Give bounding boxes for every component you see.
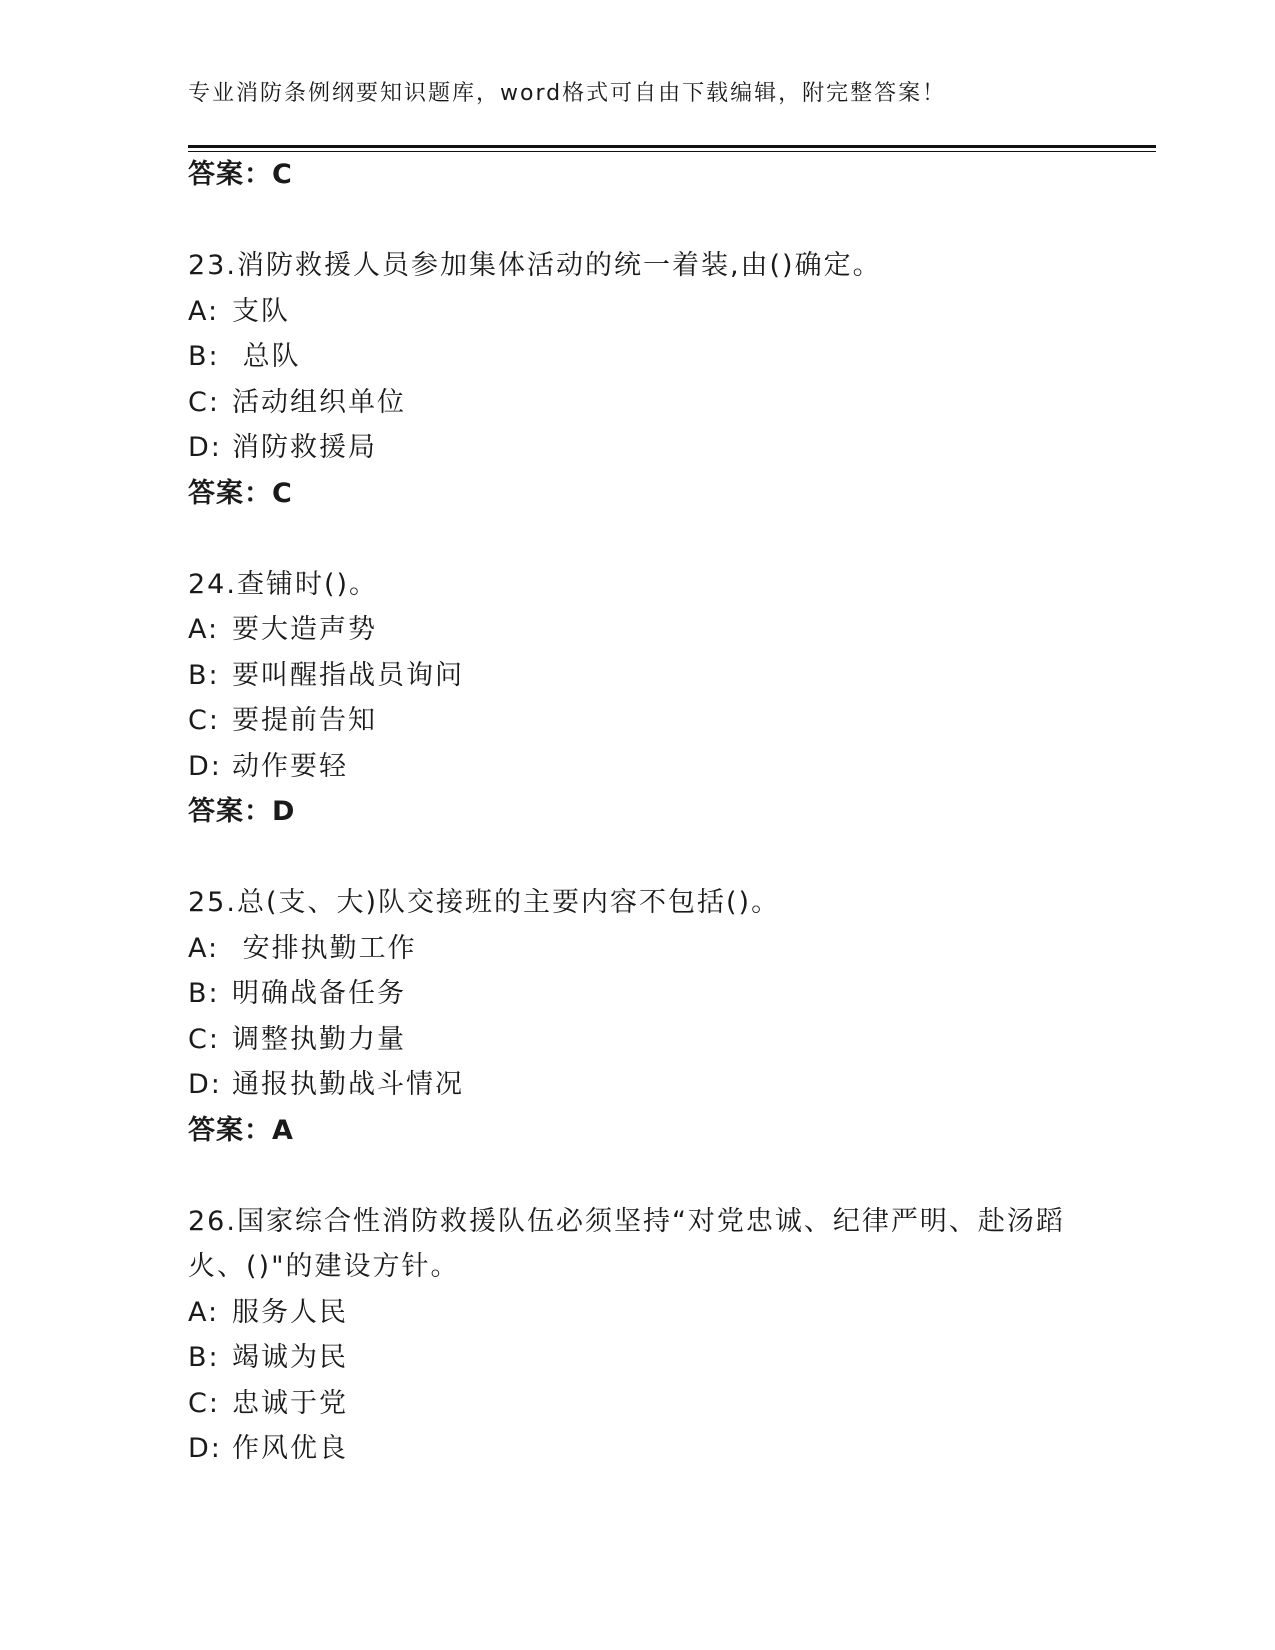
option-letter: C: xyxy=(188,705,220,736)
question-list xyxy=(188,152,1156,1472)
option-text: 要大造声势 xyxy=(232,614,377,645)
spacer xyxy=(188,516,1156,562)
question-stem-continued: 火、()"的建设方针。 xyxy=(188,1251,460,1282)
option-c xyxy=(188,1017,1156,1063)
option-letter: A: xyxy=(188,1296,220,1328)
option-a xyxy=(188,289,1156,335)
option-c xyxy=(188,380,1156,426)
question-stem: 24.查铺时()。 xyxy=(188,568,379,600)
option-letter: B: xyxy=(188,1342,220,1373)
option-a xyxy=(188,926,1156,972)
option-letter: A: xyxy=(188,932,220,964)
option-text: 忠诚于党 xyxy=(232,1387,348,1419)
option-text: 活动组织单位 xyxy=(232,386,406,418)
option-letter: A: xyxy=(188,614,220,645)
option-text: 消防救援局 xyxy=(232,432,377,463)
spacer xyxy=(188,198,1156,244)
option-text: 明确战备任务 xyxy=(232,978,406,1009)
question-stem: 25.总(支、大)队交接班的主要内容不包括()。 xyxy=(188,887,781,918)
option-b xyxy=(188,971,1156,1017)
option-text: 通报执勤战斗情况 xyxy=(232,1069,464,1100)
answer-line: 答案：D xyxy=(188,796,296,827)
option-letter: D: xyxy=(188,750,222,782)
option-letter: A: xyxy=(188,295,220,327)
option-d xyxy=(188,1426,1156,1472)
option-letter: C: xyxy=(188,1387,220,1419)
option-a xyxy=(188,607,1156,653)
option-d xyxy=(188,425,1156,471)
option-c xyxy=(188,698,1156,744)
option-letter: D: xyxy=(188,1433,222,1464)
page-header: 专业消防条例纲要知识题库，word格式可自由下载编辑，附完整答案！ xyxy=(188,81,947,106)
spacer xyxy=(188,1153,1156,1199)
option-letter: B: xyxy=(188,659,220,691)
option-letter: D: xyxy=(188,432,222,463)
option-d xyxy=(188,1062,1156,1108)
option-a xyxy=(188,1290,1156,1336)
header-rule-thick xyxy=(188,145,1156,148)
option-letter: B: xyxy=(188,978,220,1009)
option-text: 安排执勤工作 xyxy=(232,932,417,964)
answer-line: 答案：C xyxy=(188,477,293,509)
answer-line: 答案：C xyxy=(188,159,293,190)
option-text: 竭诚为民 xyxy=(232,1342,348,1373)
option-letter: C: xyxy=(188,1023,220,1055)
option-d xyxy=(188,744,1156,790)
option-b xyxy=(188,334,1156,380)
option-letter: C: xyxy=(188,386,220,418)
option-letter: D: xyxy=(188,1069,222,1100)
question-stem: 26.国家综合性消防救援队伍必须坚持“对党忠诚、纪律严明、赴汤蹈 xyxy=(188,1205,1065,1237)
answer-line: 答案：A xyxy=(188,1114,294,1146)
option-b xyxy=(188,1335,1156,1381)
option-text: 调整执勤力量 xyxy=(232,1023,406,1055)
option-text: 作风优良 xyxy=(232,1433,348,1464)
option-text: 支队 xyxy=(232,295,290,327)
question-stem: 23.消防救援人员参加集体活动的统一着装,由()确定。 xyxy=(188,250,882,281)
spacer xyxy=(188,835,1156,881)
option-text: 服务人民 xyxy=(232,1296,348,1328)
option-text: 动作要轻 xyxy=(232,750,348,782)
option-text: 要提前告知 xyxy=(232,705,377,736)
option-c xyxy=(188,1381,1156,1427)
option-letter: B: xyxy=(188,341,220,372)
option-text: 要叫醒指战员询问 xyxy=(232,659,464,691)
option-b xyxy=(188,653,1156,699)
option-text: 总队 xyxy=(232,341,301,372)
